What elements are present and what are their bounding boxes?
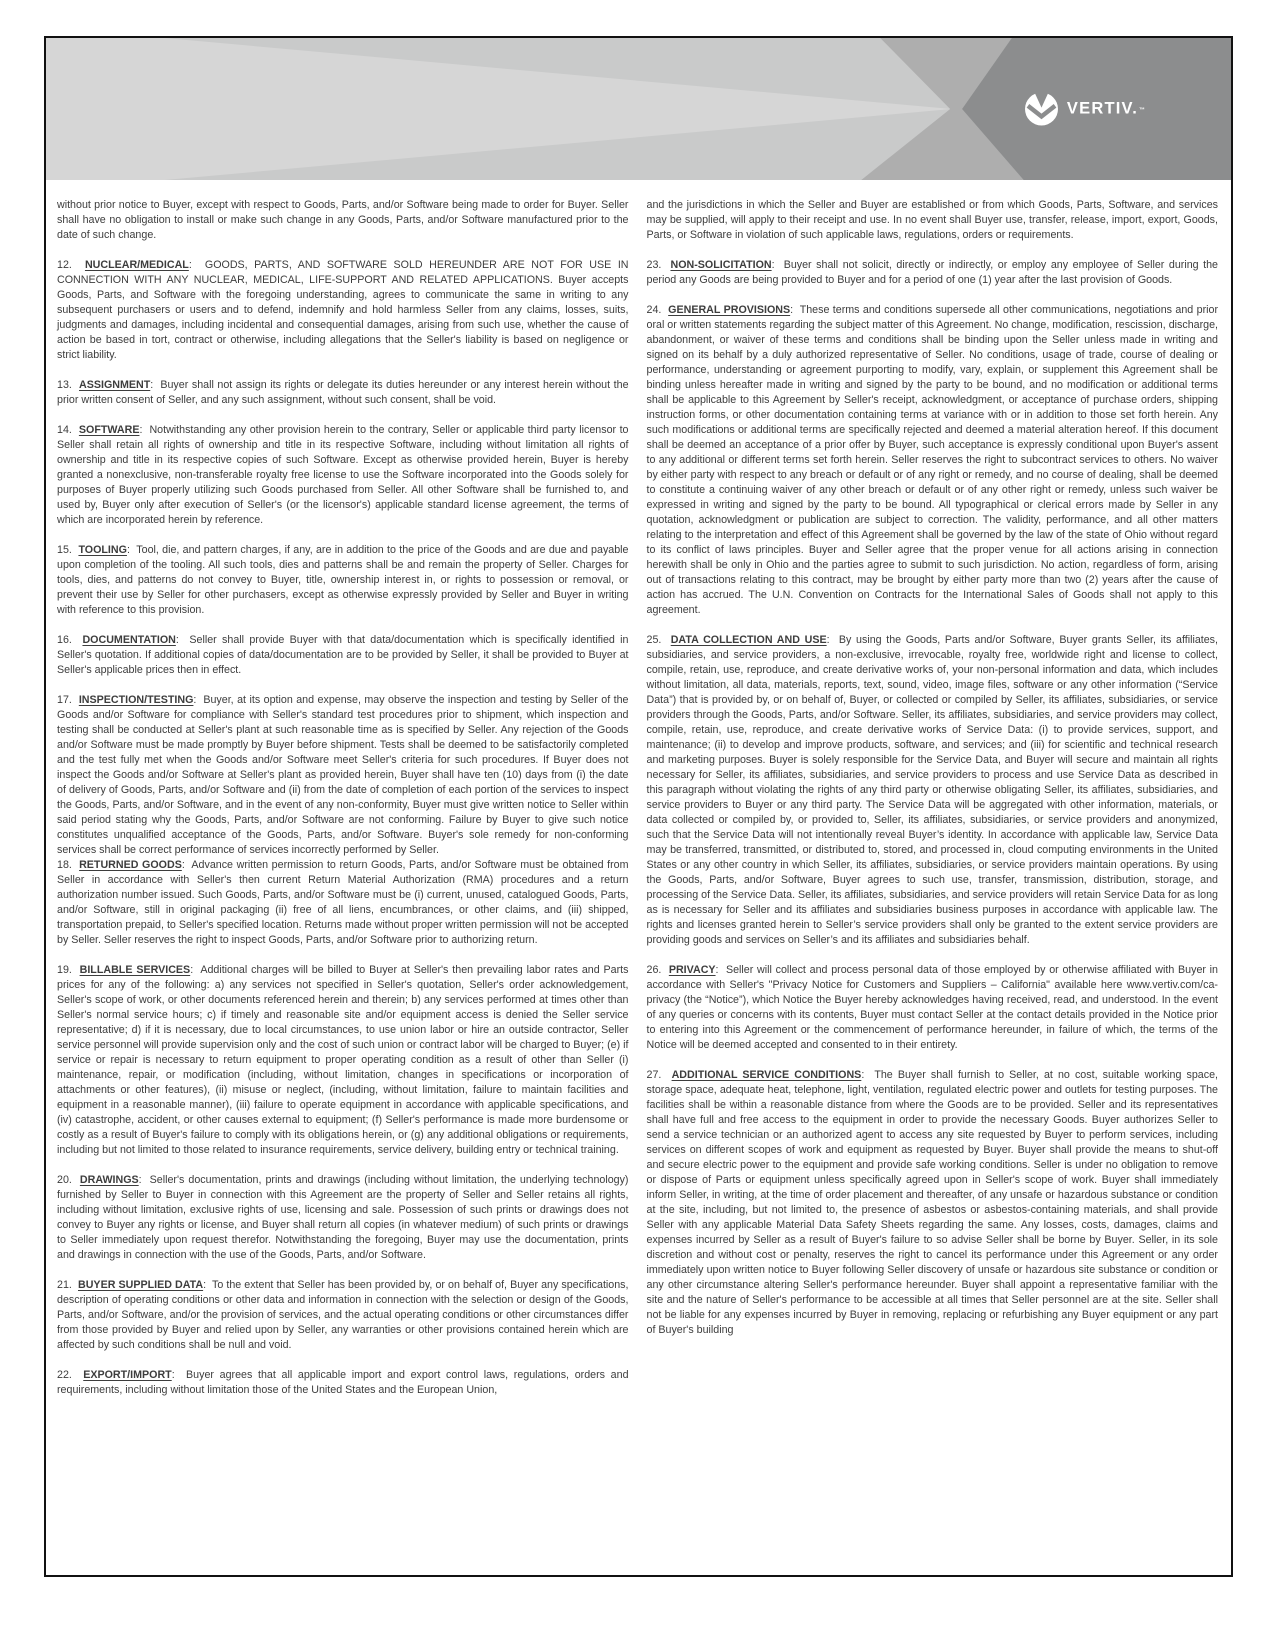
section-26-paragraph: 26. PRIVACY: Seller will collect and process personal data of those employed by or otherwise affiliated with Buyer in accordance with Seller's "Privacy Notice for Customers and Suppliers – California" available here www.vertiv.com/ca-privacy (the “Notice”), which Notice the Buyer hereby acknowledges having received, read, and understood. In the event of any queries or concerns with its contents, Buyer must contact Seller at the contact details provided in the Notice prior to entering into this Agreement or the commencement of performance hereunder, in failure of which, the terms of the Notice will be deemed accepted and consented to in their entirety. xyxy=(646,964,1218,1051)
section-25-paragraph: 25. DATA COLLECTION AND USE: By using the Goods, Parts and/or Software, Buyer grants Seller, its affiliates, subsidiaries, and service providers, a non-exclusive, irrevocable, royalty free, worldwide right and license to collect, compile, retain, use, reproduce, and create derivative works of, your non-personal information and data, which includes without limitation, all data, materials, reports, text, sound, video, image files, software or any other information (“Service Data”) that is provided by, or on behalf of, Buyer, or collected or compiled by Seller, its affiliates, subsidiaries, or service providers through the Goods, Parts, and/or Software. Seller, its affiliates, subsidiaries, and service providers may collect, compile, retain, use, reproduce, and create derivative works of Service Data: (i) to provide services, support, and maintenance; (ii) to develop and improve products, software, and services; and (iii) for scientific and technical research and marketing purposes. Buyer is solely responsible for the Service Data, and Buyer will secure and maintain all rights necessary for Seller, its affiliates, subsidiaries, and service providers to process and use Service Data as described in this paragraph without violating the rights of any third party or otherwise obligating Seller, its affiliates, subsidiaries, and service providers to Buyer or any third party. The Service Data will be aggregated with other information, materials, or data collected or compiled by, or provided to, Seller, its affiliates, subsidiaries, or service providers and anonymized, such that the Service Data will not intentionally reveal Buyer’s identity. In accordance with applicable law, Service Data may be transferred, transmitted, or distributed to, stored, and processed in, cloud computing environments in the United States or any other country in which Seller, its affiliates, subsidiaries, or service providers maintain operations. By using the Goods, Parts, and/or Software, Buyer agrees to such use, transfer, transmission, distribution, storage, and processing of the Service Data. Seller, its affiliates, subsidiaries, and service providers will retain Service Data for as long as is necessary for Seller and its affiliates and subsidiaries business purposes in accordance with applicable law. The rights and licenses granted herein to Seller’s service providers shall only be granted to the extent service providers are providing goods and services on Seller’s and its affiliates and subsidiaries behalf. xyxy=(646,634,1218,946)
section-17-paragraph: 17. INSPECTION/TESTING: Buyer, at its option and expense, may observe the inspection and testing by Seller of the Goods and/or Software for compliance with Seller's standard test procedures prior to shipment, which inspection and testing shall be conducted at Seller's plant at such reasonable time as is specified by Seller. Any rejection of the Goods and/or Software must be made promptly by Buyer before shipment. Tests shall be deemed to be satisfactorily completed and the test fully met when the Goods and/or Software meet Seller's criteria for such procedures. If Buyer does not inspect the Goods and/or Software at Seller's plant as provided herein, Buyer shall have ten (10) days from (i) the date of delivery of Goods, Parts, and/or Software and (ii) from the date of completion of each portion of the services to inspect the Goods, Parts, and/or Software, and in the event of any non-conformity, Buyer must give written notice to Seller within said period stating why the Goods, Parts, and/or Software are not conforming. Failure by Buyer to give such notice constitutes unqualified acceptance of the Goods, Parts, and/or Software. Buyer's sole remedy for non-conforming services shall be correct performance of services incorrectly performed by Seller. xyxy=(57,694,629,856)
section-number: 26. xyxy=(646,964,669,976)
section-18-paragraph: 18. RETURNED GOODS: Advance written permission to return Goods, Parts, and/or Software must be obtained from Seller in accordance with Seller's then current Return Material Authorization (RMA) procedures and a return authorization number issued. Such Goods, Parts, and/or Software must be (i) current, unused, catalogued Goods, Parts, and/or Software, still in original packaging (ii) free of all liens, encumbrances, or other claims, and (iii) shipped, transportation prepaid, to Seller's specified location. Returns made without proper written permission will not be accepted by Seller. Seller reserves the right to inspect Goods, Parts, and/or Software prior to authorizing return. xyxy=(57,859,629,946)
section-number: 13. xyxy=(57,379,79,391)
section-number: 18. xyxy=(57,859,80,871)
section-title: TOOLING xyxy=(78,544,127,556)
section-number: 21. xyxy=(57,1279,78,1291)
vertiv-logo xyxy=(1025,93,1145,126)
section-13-paragraph: 13. ASSIGNMENT: Buyer shall not assign its rights or delegate its duties hereunder or any interest herein without the prior written consent of Seller, and any such assignment, without such consent, shall be void. xyxy=(57,379,629,406)
section-number: 14. xyxy=(57,424,79,436)
vertiv-wordmark: VERTIV.™ xyxy=(1066,99,1145,118)
section-number: 23. xyxy=(646,259,671,271)
section-24-paragraph: 24. GENERAL PROVISIONS: These terms and conditions supersede all other communications, negotiations and prior oral or written statements regarding the subject matter of this Agreement. No change, modification, rescission, discharge, abandonment, or waiver of these terms and conditions shall be binding upon the Seller unless made in writing and signed on its behalf by a duly authorized representative of Seller. No conditions, usage of trade, course of dealing or performance, understanding or agreement purporting to modify, vary, explain, or supplement this Agreement shall be binding unless hereafter made in writing and signed by the party to be bound, and no modification or additional terms shall be applicable to this Agreement by Seller's receipt, acknowledgment, or acceptance of purchase orders, shipping instruction forms, or other documentation containing terms at variance with or in addition to those set forth herein. Any such modifications or additional terms are specifically rejected and deemed a material alteration hereof. If this document shall be deemed an acceptance of a prior offer by Buyer, such acceptance is expressly conditional upon Buyer's assent to any additional or different terms set forth herein. Seller reserves the right to subcontract services to others. No waiver by either party with respect to any breach or default or of any right or remedy, and no course of dealing, shall be deemed to constitute a continuing waiver of any other breach or default or of any other right or remedy, unless such waiver be expressed in writing and signed by the party to be bound. All typographical or clerical errors made by Seller in any quotation, acknowledgment or publication are subject to correction. The validity, performance, and all other matters relating to the interpretation and effect of this Agreement shall be governed by the law of the state of Ohio without regard to its conflict of laws principles. Buyer and Seller agree that the proper venue for all actions arising in connection herewith shall be only in Ohio and the parties agree to submit to such jurisdiction. No action, regardless of form, arising out of transactions relating to this contract, may be brought by either party more than two (2) years after the cause of action has accrued. The U.N. Convention on Contracts for the International Sales of Goods shall not apply to this agreement. xyxy=(646,304,1218,616)
section-number: 25. xyxy=(646,634,671,646)
section-title: RETURNED GOODS xyxy=(79,859,182,871)
section-number: 20. xyxy=(57,1174,80,1186)
section-title: BUYER SUPPLIED DATA xyxy=(78,1279,204,1291)
section-16-paragraph: 16. DOCUMENTATION: Seller shall provide Buyer with that data/documentation which is specifically identified in Seller's quotation. If additional copies of data/documentation are to be provided by Seller, it shall be provided to Buyer at Seller's applicable prices then in effect. xyxy=(57,634,629,676)
continuation-paragraph: and the jurisdictions in which the Seller and Buyer are established or from which Goods, Parts, Software, and services may be supplied, will apply to their receipt and use. In no event shall Buyer use, transfer, release, import, export, Goods, Parts, or Software in violation of such applicable laws, regulations, orders or requirements. xyxy=(646,199,1218,241)
section-title: PRIVACY xyxy=(668,964,716,976)
section-23-paragraph: 23. NON-SOLICITATION: Buyer shall not solicit, directly or indirectly, or employ any employee of Seller during the period any Goods are being provided to Buyer and for a period of one (1) year after the last provision of Goods. xyxy=(646,259,1219,286)
section-title: INSPECTION/TESTING xyxy=(78,694,194,706)
header-banner xyxy=(46,38,1231,180)
trademark-symbol: ™ xyxy=(1139,107,1145,114)
section-22-paragraph: 22. EXPORT/IMPORT: Buyer agrees that all applicable import and export control laws, regulations, orders and requirements, including without limitation those of the United States and the European Union, xyxy=(57,1369,629,1396)
section-15-paragraph: 15. TOOLING: Tool, die, and pattern charges, if any, are in addition to the price of the Goods and are due and payable upon completion of the tooling. All such tools, dies and patterns shall be and remain the property of Seller. Charges for tools, dies, and patterns do not convey to Buyer, title, ownership interest in, or rights to possession or removal, or prevent their use by Seller for other purchasers, except as otherwise expressly provided by Seller and Buyer in writing with reference to this provision. xyxy=(57,544,629,616)
continuation-paragraph: without prior notice to Buyer, except with respect to Goods, Parts, and/or Software being made to order for Buyer. Seller shall have no obligation to install or make such change in any Goods, Parts, and/or Software manufactured prior to the date of such change. xyxy=(57,199,629,241)
section-19-paragraph: 19. BILLABLE SERVICES: Additional charges will be billed to Buyer at Seller's then prevailing labor rates and Parts prices for any of the following: a) any services not specified in Seller's quotation, Seller's order acknowledgement, Seller's scope of work, or other documents referenced herein and therein; b) any services performed at times other than Seller's normal service hours; c) if timely and reasonable site and/or equipment access is denied the Seller service representative; d) if it is necessary, due to local circumstances, to use union labor or hire an outside contractor, Seller service personnel will provide supervision only and the cost of such union or contract labor will be charged to Buyer; (e) if service or repair is necessary to return equipment to proper operating condition as a result of other than Seller (i) maintenance, repair, or modification (including, without limitation, changes in specifications or incorporation of attachments or other features), (ii) misuse or neglect, (including, without limitation, failure to maintain facilities and equipment in a reasonable manner), (iii) failure to operate equipment in accordance with applicable specifications, and (iv) catastrophe, accident, or other causes external to equipment; (f) Seller's performance is made more burdensome or costly as a result of Buyer's failure to comply with its obligations herein, or (g) any additional obligations or requirements, including but not limited to those related to insurance requirements, service delivery, building entry or technical training. xyxy=(57,964,629,1156)
section-title: ASSIGNMENT xyxy=(79,379,151,391)
terms-column-left xyxy=(57,198,629,1413)
section-27-paragraph: 27. ADDITIONAL SERVICE CONDITIONS: The Buyer shall furnish to Seller, at no cost, suitable working space, storage space, adequate heat, telephone, light, ventilation, regulated electric power and outlets for testing purposes. The facilities shall be within a reasonable distance from where the Goods are to be provided. Seller and its representatives shall have full and free access to the equipment in order to provide the necessary Goods. Buyer authorizes Seller to send a service technician or an authorized agent to access any site requested by Buyer to perform services, including services on different scopes of work and equipment as requested by Buyer. Buyer shall provide the means to shut-off and secure electric power to the equipment and provide safe working conditions. Seller is under no obligation to remove or dispose of Parts or equipment unless specifically agreed upon in Seller's scope of work. Buyer shall immediately inform Seller, in writing, at the time of order placement and thereafter, of any unsafe or hazardous substance or condition at the site, including, but not limited to, the presence of asbestos or asbestos-containing materials, and shall provide Seller with any applicable Material Data Safety Sheets regarding the same. Any losses, costs, damages, claims and expenses incurred by Seller as a result of Buyer's failure to so advise Seller shall be borne by Buyer. Seller, in its sole discretion and without cost or penalty, reserves the right to cancel its performance under this Agreement or any order immediately upon written notice to Buyer following Seller discovery of unsafe or hazardous site substance or condition or any other circumstance altering Seller's performance hereunder. Buyer shall appoint a representative familiar with the site and the nature of Seller's performance to be accessible at all times that Seller personnel are at the site. Seller shall not be liable for any expenses incurred by Buyer in removing, replacing or refurbishing any Buyer equipment or any part of Buyer's building xyxy=(646,1069,1219,1336)
section-title: ADDITIONAL SERVICE CONDITIONS xyxy=(671,1069,862,1081)
terms-content xyxy=(46,180,1231,1413)
section-title: DOCUMENTATION xyxy=(82,634,176,646)
section-title: BILLABLE SERVICES xyxy=(79,964,191,976)
section-21-paragraph: 21. BUYER SUPPLIED DATA: To the extent that Seller has been provided by, or on behalf of, Buyer any specifications, description of operating conditions or other data and information in connection with the selection or design of the Goods, Parts, and/or Software, and/or the provision of services, and the actual operating conditions or other circumstances differ from those provided by Buyer and relied upon by Seller, any warranties or other provisions contained herein which are affected by such conditions shall be null and void. xyxy=(57,1279,629,1351)
section-number: 12. xyxy=(57,259,85,271)
section-title: NUCLEAR/MEDICAL xyxy=(84,259,189,271)
section-number: 24. xyxy=(646,304,669,316)
section-12-paragraph: 12. NUCLEAR/MEDICAL: GOODS, PARTS, AND SOFTWARE SOLD HEREUNDER ARE NOT FOR USE IN CONNECTION WITH ANY NUCLEAR, MEDICAL, LIFE-SUPPORT AND RELATED APPLICATIONS. Buyer accepts Goods, Parts, and Software with the foregoing understanding, agrees to communicate the same in writing to any subsequent purchasers or users and to defend, indemnify and hold harmless Seller from any claims, losses, suits, judgments and damages, including incidental and consequential damages, arising from such use, whether the cause of action be based in tort, contract or otherwise, including allegations that the Seller's liability is based on negligence or strict liability. xyxy=(57,259,629,361)
section-title: DATA COLLECTION AND USE xyxy=(670,634,827,646)
section-20-paragraph: 20. DRAWINGS: Seller's documentation, prints and drawings (including without limitation, the underlying technology) furnished by Seller to Buyer in connection with this Agreement are the property of Seller and Seller retains all rights, including without limitation, exclusive rights of use, licensing and sale. Possession of such prints or drawings does not convey to Buyer any rights or license, and Buyer shall return all copies (in whatever medium) of such prints or drawings to Seller immediately upon request therefor. Notwithstanding the foregoing, Buyer may use the documentation, prints and drawings in connection with the use of the Goods, Parts, and/or Software. xyxy=(57,1174,629,1261)
section-number: 17. xyxy=(57,694,79,706)
terms-column-right xyxy=(647,198,1219,1413)
section-14-paragraph: 14. SOFTWARE: Notwithstanding any other provision herein to the contrary, Seller or applicable third party licensor to Seller shall retain all rights of ownership and title in its respective Software, including without limitation all rights of ownership and title in its respective copies of such Software. Except as otherwise provided herein, Buyer is hereby granted a nonexclusive, non-transferable royalty free license to use the Software incorporated into the Goods solely for purposes of Buyer properly utilizing such Goods purchased from Seller. All other Software shall be furnished to, and used by, Buyer only after execution of Seller's (or the licensor's) applicable standard license agreement, the terms of which are incorporated herein by reference. xyxy=(57,424,629,526)
section-title: DRAWINGS xyxy=(79,1174,139,1186)
section-number: 27. xyxy=(646,1069,672,1081)
section-number: 15. xyxy=(57,544,79,556)
section-number: 16. xyxy=(57,634,83,646)
section-number: 19. xyxy=(57,964,80,976)
section-title: NON-SOLICITATION xyxy=(670,259,772,271)
section-title: EXPORT/IMPORT xyxy=(83,1369,172,1381)
section-number: 22. xyxy=(57,1369,84,1381)
section-title: GENERAL PROVISIONS xyxy=(668,304,791,316)
document-page-frame xyxy=(44,36,1233,1577)
section-title: SOFTWARE xyxy=(78,424,140,436)
vertiv-logo-mark-icon xyxy=(1025,93,1058,126)
